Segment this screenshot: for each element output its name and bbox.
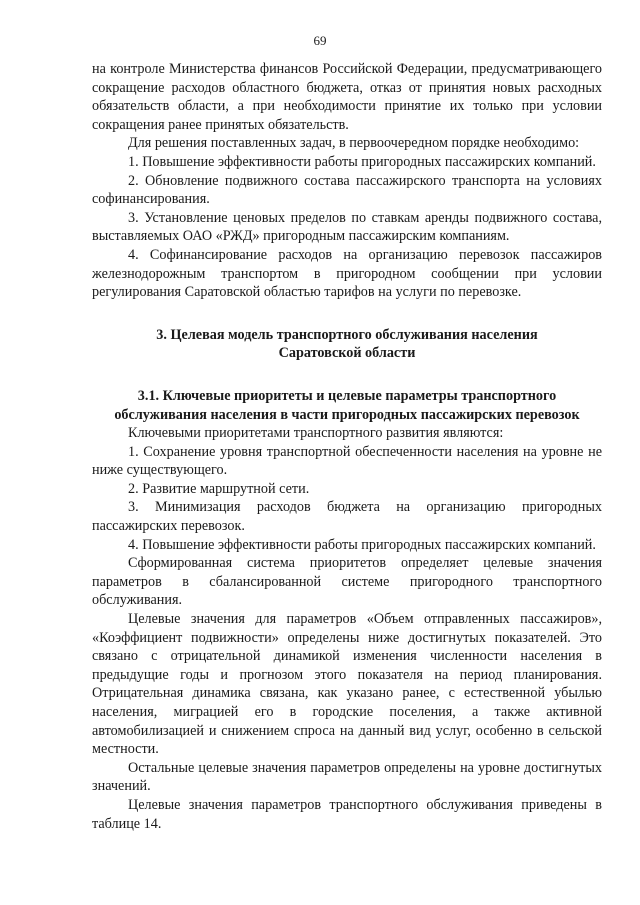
section-3-heading-line-2: Саратовской области — [278, 345, 416, 362]
list-item-priority-1: 1. Сохранение уровня транспортной обеспеченности населения на уровне не ниже существующего. — [92, 443, 602, 479]
list-item-task-2: 2. Обновление подвижного состава пассажирского транспорта на условиях софинансирования. — [92, 172, 602, 208]
list-item-task-1: 1. Повышение эффективности работы пригородных пассажирских компаний. — [128, 153, 596, 170]
section-3-1-heading-line-1: 3.1. Ключевые приоритеты и целевые параметры транспортного — [137, 387, 557, 404]
page-number: 69 — [313, 33, 327, 48]
paragraph-table-reference: Целевые значения параметров транспортного обслуживания приведены в таблице 14. — [92, 796, 602, 832]
paragraph-other-values: Остальные целевые значения параметров определены на уровне достигнутых значений. — [92, 759, 602, 795]
list-item-priority-3: 3. Минимизация расходов бюджета на организацию пригородных пассажирских перевозок. — [92, 499, 602, 535]
section-3-1-heading-line-2: обслуживания населения в части пригородных пассажирских перевозок — [114, 406, 580, 423]
paragraph-tasks-lead: Для решения поставленных задач, в первоочередном порядке необходимо: — [128, 135, 580, 152]
paragraph-priority-system: Сформированная система приоритетов определяет целевые значения параметров в сбалансированной системе пригородного транспортного обслуживания. — [92, 555, 602, 609]
paragraph-continuation: на контроле Министерства финансов Российской Федерации, предусматривающего сокращение расходов областного бюджета, отказ от принятия новых расходных обязательств области, а при необходимости принятие их только при условии сокращения ранее принятых обязательств. — [92, 61, 602, 133]
list-item-priority-4: 4. Повышение эффективности работы пригородных пассажирских компаний. — [128, 536, 596, 553]
section-3-1-heading — [92, 387, 602, 424]
page-content — [92, 60, 602, 833]
list-item-task-3: 3. Установление ценовых пределов по ставкам аренды подвижного состава, выставляемых ОАО «РЖД» пригородным пассажирским компаниям. — [92, 209, 602, 245]
list-item-task-4: 4. Софинансирование расходов на организацию перевозок пассажиров железнодорожным транспортом в пригородном сообщении при условии регулирования Саратовской областью тарифов на услуги по перевозке. — [92, 246, 602, 301]
paragraph-priorities-lead: Ключевыми приоритетами транспортного развития являются: — [128, 425, 504, 442]
list-item-priority-2: 2. Развитие маршрутной сети. — [128, 480, 310, 497]
paragraph-target-values: Целевые значения для параметров «Объем отправленных пассажиров», «Коэффициент подвижности» определены ниже достигнутых показателей. Это связано с отрицательной динамикой изменения численности населения в предыдущие годы и прогнозом этого показателя на период планирования. Отрицательная динамика связана, как указано ранее, с естественной убылью населения, миграцией его в городские поселения, а также активной автомобилизацией и снижением спроса на данный вид услуг, особенно в сельской местности. — [92, 611, 602, 758]
section-3-heading — [92, 326, 602, 363]
section-3-heading-line-1: 3. Целевая модель транспортного обслуживания населения — [156, 326, 538, 343]
